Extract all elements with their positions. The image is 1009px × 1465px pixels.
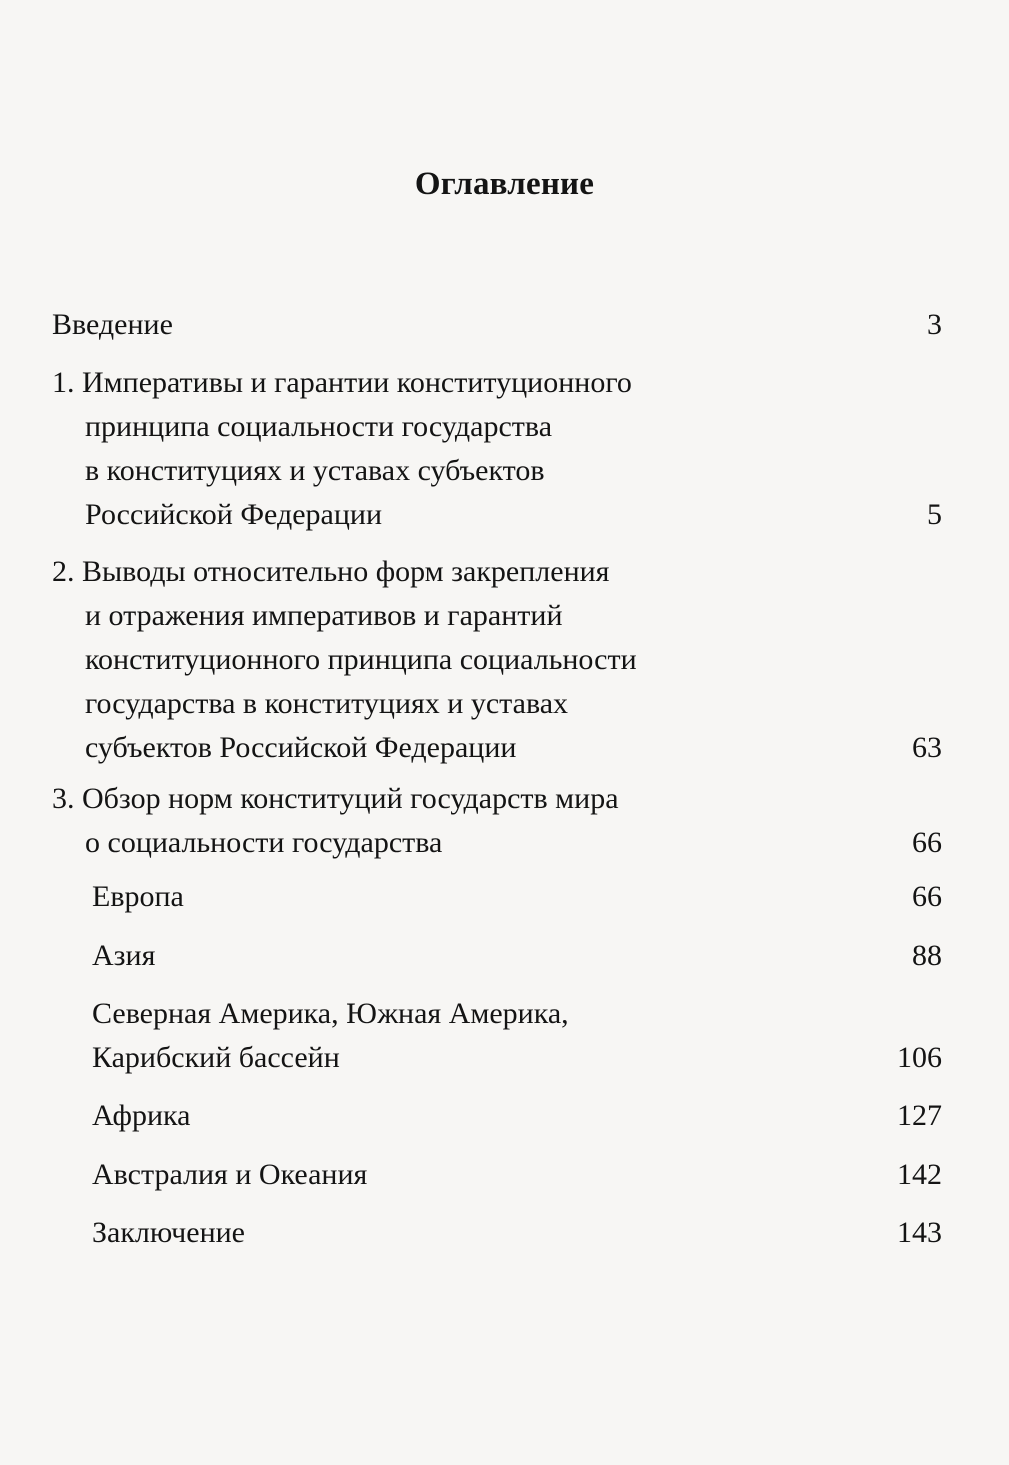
toc-entry-europe (92, 875, 942, 919)
toc-page-number: 66 (912, 880, 942, 913)
toc-entry-line: Введение (52, 308, 173, 341)
toc-entry-line: принципа социальности государства (85, 410, 553, 443)
toc-entry-line: о социальности государства (85, 826, 443, 859)
page-title: Оглавление (414, 166, 595, 202)
toc-entry-chapter-2 (52, 550, 942, 770)
toc-page-number: 142 (897, 1158, 942, 1191)
toc-entry-introduction (52, 303, 942, 347)
toc-entry-asia (92, 934, 942, 978)
toc-entry-line: в конституциях и уставах субъектов (85, 454, 545, 487)
toc-entry-line: Заключение (92, 1216, 245, 1249)
toc-entry-line: государства в конституциях и уставах (85, 687, 569, 720)
toc-page-number: 63 (912, 731, 942, 764)
toc-page-number: 66 (912, 826, 942, 859)
toc-entry-line: 2. Выводы относительно форм закрепления (52, 555, 610, 588)
toc-page-number: 106 (897, 1041, 942, 1074)
toc-entry-line: Российской Федерации (85, 498, 383, 531)
toc-entry-line: Австралия и Океания (92, 1158, 368, 1191)
toc-page-number: 3 (927, 308, 942, 341)
toc-entry-line: Северная Америка, Южная Америка, (92, 997, 569, 1030)
toc-page-number: 5 (927, 498, 942, 531)
toc-page-number: 143 (897, 1216, 942, 1249)
toc-page-number: 88 (912, 939, 942, 972)
toc-entry-line: 3. Обзор норм конституций государств мира (52, 782, 619, 815)
toc-entry-line: субъектов Российской Федерации (85, 731, 517, 764)
toc-entry-americas (92, 992, 942, 1080)
toc-entry-line: конституционного принципа социальности (85, 643, 637, 676)
toc-entry-line: и отражения императивов и гарантий (85, 599, 563, 632)
toc-page-number: 127 (897, 1099, 942, 1132)
toc-entry-line: Карибский бассейн (92, 1041, 340, 1074)
toc-entry-africa (92, 1094, 942, 1138)
toc-entry-chapter-3 (52, 777, 942, 865)
toc-entry-line: 1. Императивы и гарантии конституционного (52, 366, 632, 399)
toc-entry-chapter-1 (52, 361, 942, 537)
toc-entry-australia-oceania (92, 1153, 942, 1197)
toc-entry-line: Европа (92, 880, 184, 913)
toc-entry-line: Африка (92, 1099, 191, 1132)
toc-entry-line: Азия (92, 939, 156, 972)
toc-entry-conclusion (92, 1211, 942, 1255)
